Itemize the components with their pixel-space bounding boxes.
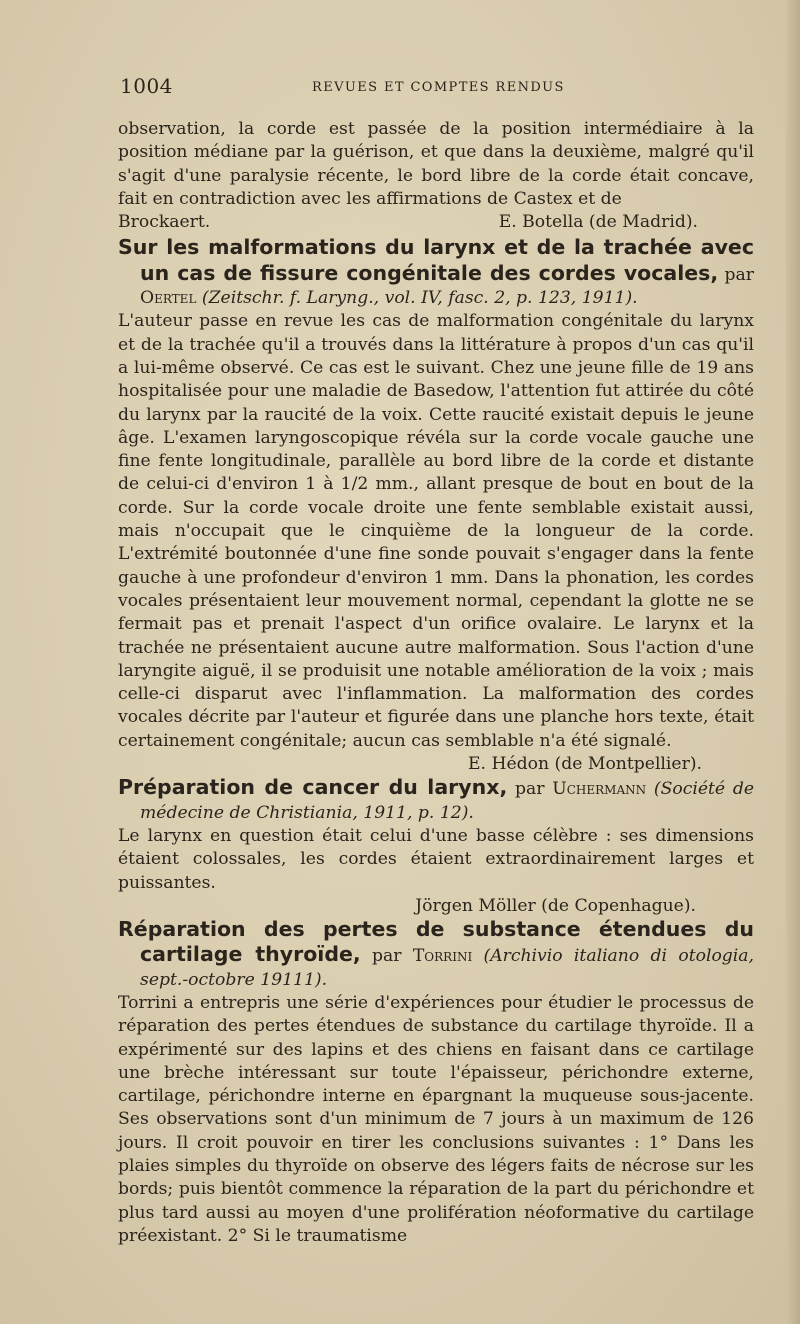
article-signature: Jörgen Möller (de Copenhague). <box>415 895 696 916</box>
par-word: par <box>724 264 755 285</box>
article-heading <box>118 776 754 825</box>
article-continuation <box>118 118 754 211</box>
article-heading <box>118 236 754 310</box>
article-signature: E. Hédon (de Montpellier). <box>467 754 702 775</box>
article-source: (Zeitschr. f. Laryng., vol. IV, fasc. 2, p. 123, 1911). <box>201 288 638 309</box>
article-title: Préparation de cancer du larynx, <box>118 775 508 800</box>
page-body <box>118 118 754 1248</box>
page-gutter-shadow <box>786 0 800 1324</box>
running-head: REVUES ET COMPTES RENDUS <box>312 80 565 95</box>
page-number: 1004 <box>120 74 173 98</box>
article-heading <box>118 918 754 992</box>
signature-line <box>118 753 754 776</box>
article-author: Torrini <box>412 946 473 967</box>
continuation-last-word: Brockaert. <box>118 212 211 233</box>
par-word: par <box>372 946 402 967</box>
article-author: Uchermann <box>552 779 647 800</box>
continuation-text: observation, la corde est passée de la position intermédiaire à la position médiane par la guérison, et que dans la deuxième, malgré qu'il s'agit d'une paralysie récente, le bord libre de la corde était concave, fait en contradiction avec les affirmations de Castex et de <box>118 119 754 209</box>
article-body <box>118 992 754 1248</box>
signature-line <box>118 895 754 918</box>
article-title: Sur les malformations du larynx et de la trachée avec un cas de fissure congénitale des cordes vocales, <box>118 235 754 285</box>
article-body-text: Le larynx en question était celui d'une basse célèbre : ses dimensions étaient colossales, les cordes étaient extraordinairement larges et puissantes. <box>118 825 754 893</box>
par-word: par <box>515 779 545 800</box>
article-body-text: L'auteur passe en revue les cas de malformation congénitale du larynx et de la trachée qu'il a trouvés dans la littérature à propos d'un cas qu'il a lui-même observé. Ce cas est le suivant. Chez une jeune fille de 19 ans hospitalisée pour une maladie de Basedow, l'attention fut attirée du côté du larynx par la raucité de la voix. Cette raucité existait depuis le jeune âge. L'examen laryngoscopique révéla sur la corde vocale gauche une fine fente longitudinale, parallèle au bord libre de la corde et distante de celui-ci d'environ 1 à 1/2 mm., allant presque de bout en bout de la corde. Sur la corde vocale droite une fente semblable existait aussi, mais n'occupait que le cinquième de la longueur de la corde. L'extrémité boutonnée d'une fine sonde pouvait s'engager dans la fente gauche à une profondeur d'environ 1 mm. Dans la phonation, les cordes vocales présentaient leur mouvement normal, cependant la glotte ne se fermait pas et prenait l'aspect d'un orifice ovalaire. Le larynx et la trachée ne présentaient aucune autre malformation. Sous l'action d'une laryngite aiguë, il se produisit une notable amélioration de la voix ; mais celle-ci disparut avec l'inflammation. La malformation des cordes vocales décrite par l'auteur et figurée dans une planche hors texte, était certainement congénitale; aucun cas semblable n'a été signalé. <box>118 311 754 751</box>
article-signature: E. Botella (de Madrid). <box>498 212 698 233</box>
article-source: (Société de médecine de Christiania, 1911, p. 12). <box>140 779 755 823</box>
page-header <box>120 74 752 102</box>
signature-line <box>118 211 754 234</box>
article-body-text: Torrini a entrepris une série d'expériences pour étudier le processus de réparation des pertes étendues de substance du cartilage thyroïde. Il a expérimenté sur des lapins et des chiens en faisant dans ce cartilage une brèche intéressant sur toute l'épaisseur, périchondre externe, cartilage, périchondre interne en épargnant la muqueuse sous-jacente. Ses observations sont d'un minimum de 7 jours à un maximum de 126 jours. Il croit pouvoir en tirer les conclusions suivantes : 1° Dans les plaies simples du thyroïde on observe des légers faits de nécrose sur les bords; puis bientôt commence la réparation de la part du périchondre et plus tard aussi au moyen d'une prolifération néoformative du cartilage préexistant. 2° Si le traumatisme <box>118 992 754 1246</box>
article-body <box>118 825 754 895</box>
article-body <box>118 310 754 753</box>
article-title: Réparation des pertes de substance étendues du cartilage thyroïde, <box>118 917 754 967</box>
article-source: (Archivio italiano di otologia, sept.-octobre 19111). <box>140 946 755 990</box>
article-author: Oertel <box>140 288 197 309</box>
